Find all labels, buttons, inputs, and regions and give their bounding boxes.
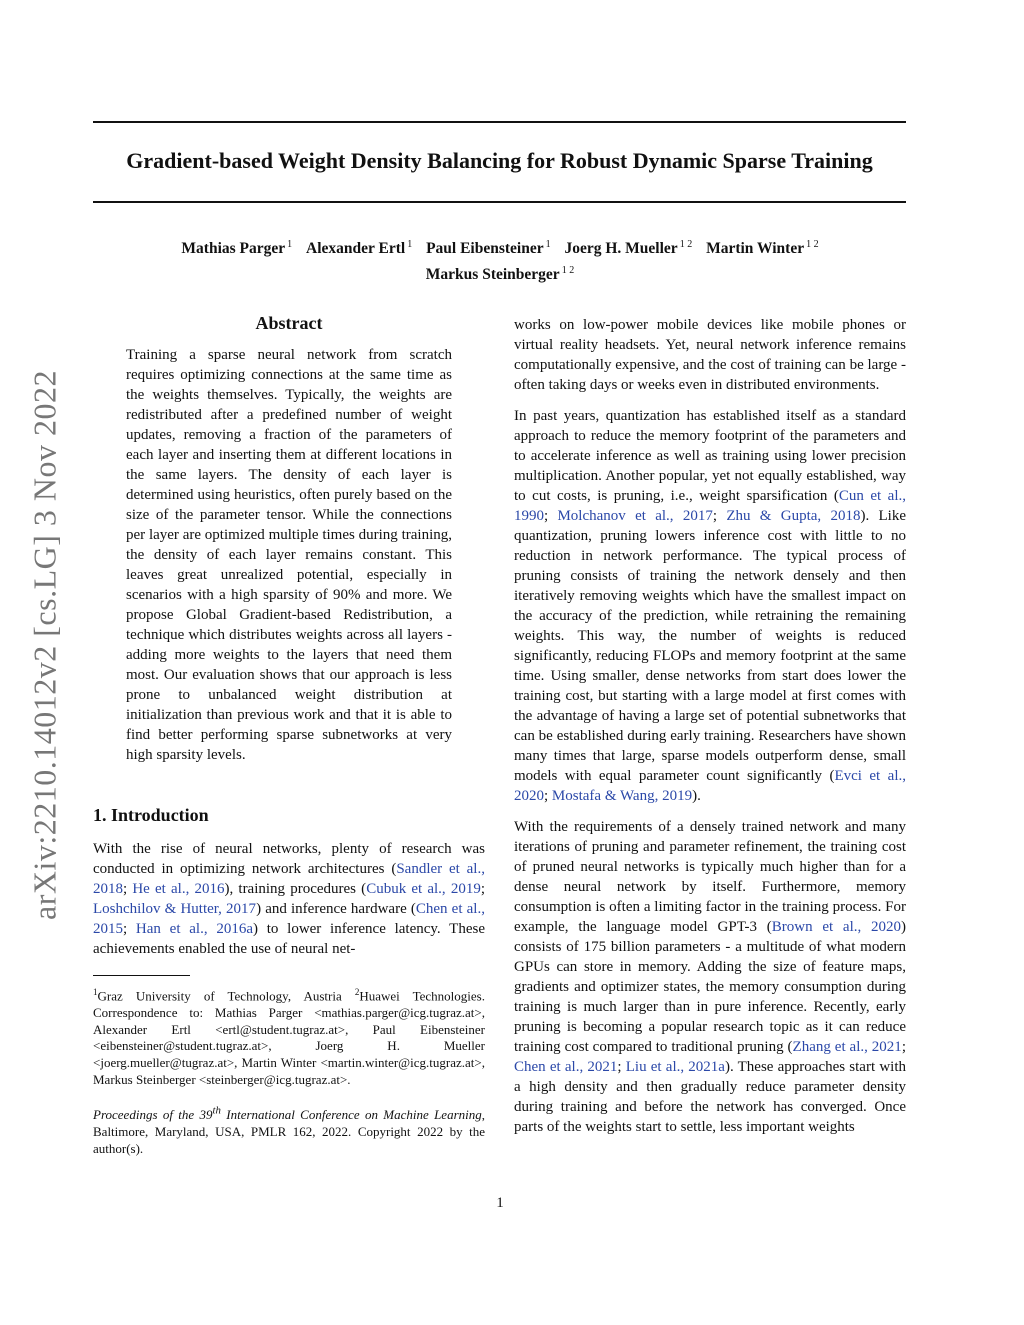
intro-heading: 1. Introduction [93, 805, 209, 825]
citation-link[interactable]: Chen et al., 2021 [514, 1059, 618, 1075]
left-column [93, 311, 485, 1157]
author: Markus Steinberger $^{1 2}$ [425, 265, 575, 284]
author: Mathias Parger $^1$ [181, 239, 293, 258]
title-bottom-rule [93, 201, 906, 203]
author: Martin Winter $^{1 2}$ [706, 239, 819, 258]
citation-link[interactable]: Loshchilov & Hutter, 2017 [93, 901, 257, 917]
right-column [514, 315, 906, 1137]
citation-link[interactable]: Chen et al., 2015 [93, 901, 485, 937]
citation-link[interactable]: Zhang et al., 2021 [792, 1039, 902, 1055]
author: Paul Eibensteiner $^1$ [426, 239, 551, 258]
citation-link[interactable]: Liu et al., 2021a [625, 1059, 725, 1075]
citation-link[interactable]: Han et al., 2016a [135, 921, 253, 937]
body-paragraph: In past years, quantization has established itself as a standard approach to reduce the memory footprint of the parameters and to accelerate inference as well as training using lower precision multiplication. Another popular, yet not equally established, way to cut costs, is pruning, i.e., weight sparsification (Cun et al., 1990; Molchanov et al., 2017; Zhu & Gupta, 2018). Like quantization, pruning lowers inference cost with little to no reduction in network performance. The typical process of pruning consists of training the network densely and then iteratively removing weights which have the smallest impact on the accuracy of the prediction, while retraining the remaining weights. This way, the number of weights is reduced significantly, reducing FLOPs and memory footprint at the same time. Using smaller, dense networks from start does lower the training cost, but starting with a large model at first comes with the advantage of having a large set of potential subnetworks that can be established during early training. Researchers have shown many times that large, sparse models outperform dense, small models with equal parameter count significantly (Evci et al., 2020; Mostafa & Wang, 2019). [514, 408, 906, 804]
citation-link[interactable]: Cubuk et al., 2019 [366, 881, 481, 897]
abstract-heading: Abstract [255, 313, 323, 333]
author-list [120, 234, 880, 286]
intro-paragraph: With the rise of neural networks, plenty of research was conducted in optimizing network architectures (Sandler et al., 2018; He et al., 2016), training procedures (Cubuk et al., 2019; Loshchilov & Hutter, 2017) and inference hardware (Chen et al., 2015; Han et al., 2016a) to lower inference latency. These achievements enabled the use of neural net- [93, 841, 486, 957]
body-paragraph: works on low-power mobile devices like mobile phones or virtual reality headsets. Yet, neural network inference remains computationally expensive, and the cost of training can be large - often taking days or weeks even in distributed environments. [514, 317, 906, 393]
citation-link[interactable]: He et al., 2016 [132, 881, 225, 897]
body-paragraph: With the requirements of a densely trained network and many iterations of pruning and parameter refinement, the training cost of pruned neural networks is typically much higher than for a dense neural network by itself. Furthermore, memory consumption is often a limiting factor in the training process. For example, the language model GPT-3 (Brown et al., 2020) consists of 175 billion parameters - a multitude of what modern GPUs can store in memory. Adding the size of feature maps, gradients and optimizer states, the memory consumption during training is much larger than in pure inference. Recently, early pruning is becoming a popular research topic as it can reduce training cost compared to traditional pruning (Zhang et al., 2021; Chen et al., 2021; Liu et al., 2021a). These approaches start with a high density and then gradually reduce parameter density during training and before the network has converged. Once parts of the weights start to settle, less important weights [514, 819, 907, 1135]
arxiv-stamp [15, 360, 75, 930]
citation-link[interactable]: Cun et al., 1990 [514, 488, 906, 524]
abstract-text: Training a sparse neural network from scratch requires optimizing connections at the same time as the weights themselves. Typically, the weights are redistributed after a predefined number of weight updates, removing a fraction of the parameters of each layer and inserting them at different locations in the same layers. The density of each layer is determined using heuristics, often purely based on the size of the parameter tensor. While the connections per layer are optimized multiple times during training, the density of each layer remains constant. This leaves great unrealized potential, especially in scenarios with a high sparsity of 90% and more. We propose Global Gradient-based Redistribution, a technique which distributes weights across all layers - adding more weights to the layers that need them most. Our evaluation shows that our approach is less prone to unbalanced weight distribution at initialization than previous work and that it is able to find better performing sparse subnetworks at very high sparsity levels. [126, 347, 452, 763]
page-number: 1 [496, 1195, 504, 1211]
affiliation-footnote: $^1$Graz University of Technology, Austria $^2$Huawei Technologies. Correspondence to: Mathias Parger <mathias.parger@icg.tugraz.at>, Alexander Ertl <ertl@student.tugraz.at>, Paul Eibensteiner <eibensteiner@student.tugraz.at>, Joerg H. Mueller <joerg.mueller@tugraz.at>, Martin Winter <martin.winter@icg.tugraz.at>, Markus Steinberger <steinberger@icg.tugraz.at>. [93, 987, 485, 1087]
citation-link[interactable]: Evci et al., 2020 [514, 768, 906, 804]
footnote-rule [93, 975, 190, 976]
citation-link[interactable]: Sandler et al., 2018 [93, 861, 485, 897]
citation-link[interactable]: Zhu & Gupta, 2018 [726, 508, 861, 524]
author: Alexander Ertl $^1$ [306, 239, 413, 258]
citation-link[interactable]: Brown et al., 2020 [771, 919, 902, 935]
citation-link[interactable]: Molchanov et al., 2017 [557, 508, 713, 524]
paper-title: Gradient-based Weight Density Balancing for Robust Dynamic Sparse Training [126, 148, 873, 173]
author: Joerg H. Mueller $^{1 2}$ [564, 239, 693, 258]
arxiv-stamp-text: arXiv:2210.14012v2 [cs.LG] 3 Nov 2022 [26, 370, 63, 920]
proceedings-note: Proceedings of the 39th International Conference on Machine Learning, Baltimore, Maryland, USA, PMLR 162, 2022. Copyright 2022 by the author(s). [93, 1104, 485, 1156]
citation-link[interactable]: Mostafa & Wang, 2019 [551, 788, 693, 804]
title-top-rule [93, 121, 906, 123]
